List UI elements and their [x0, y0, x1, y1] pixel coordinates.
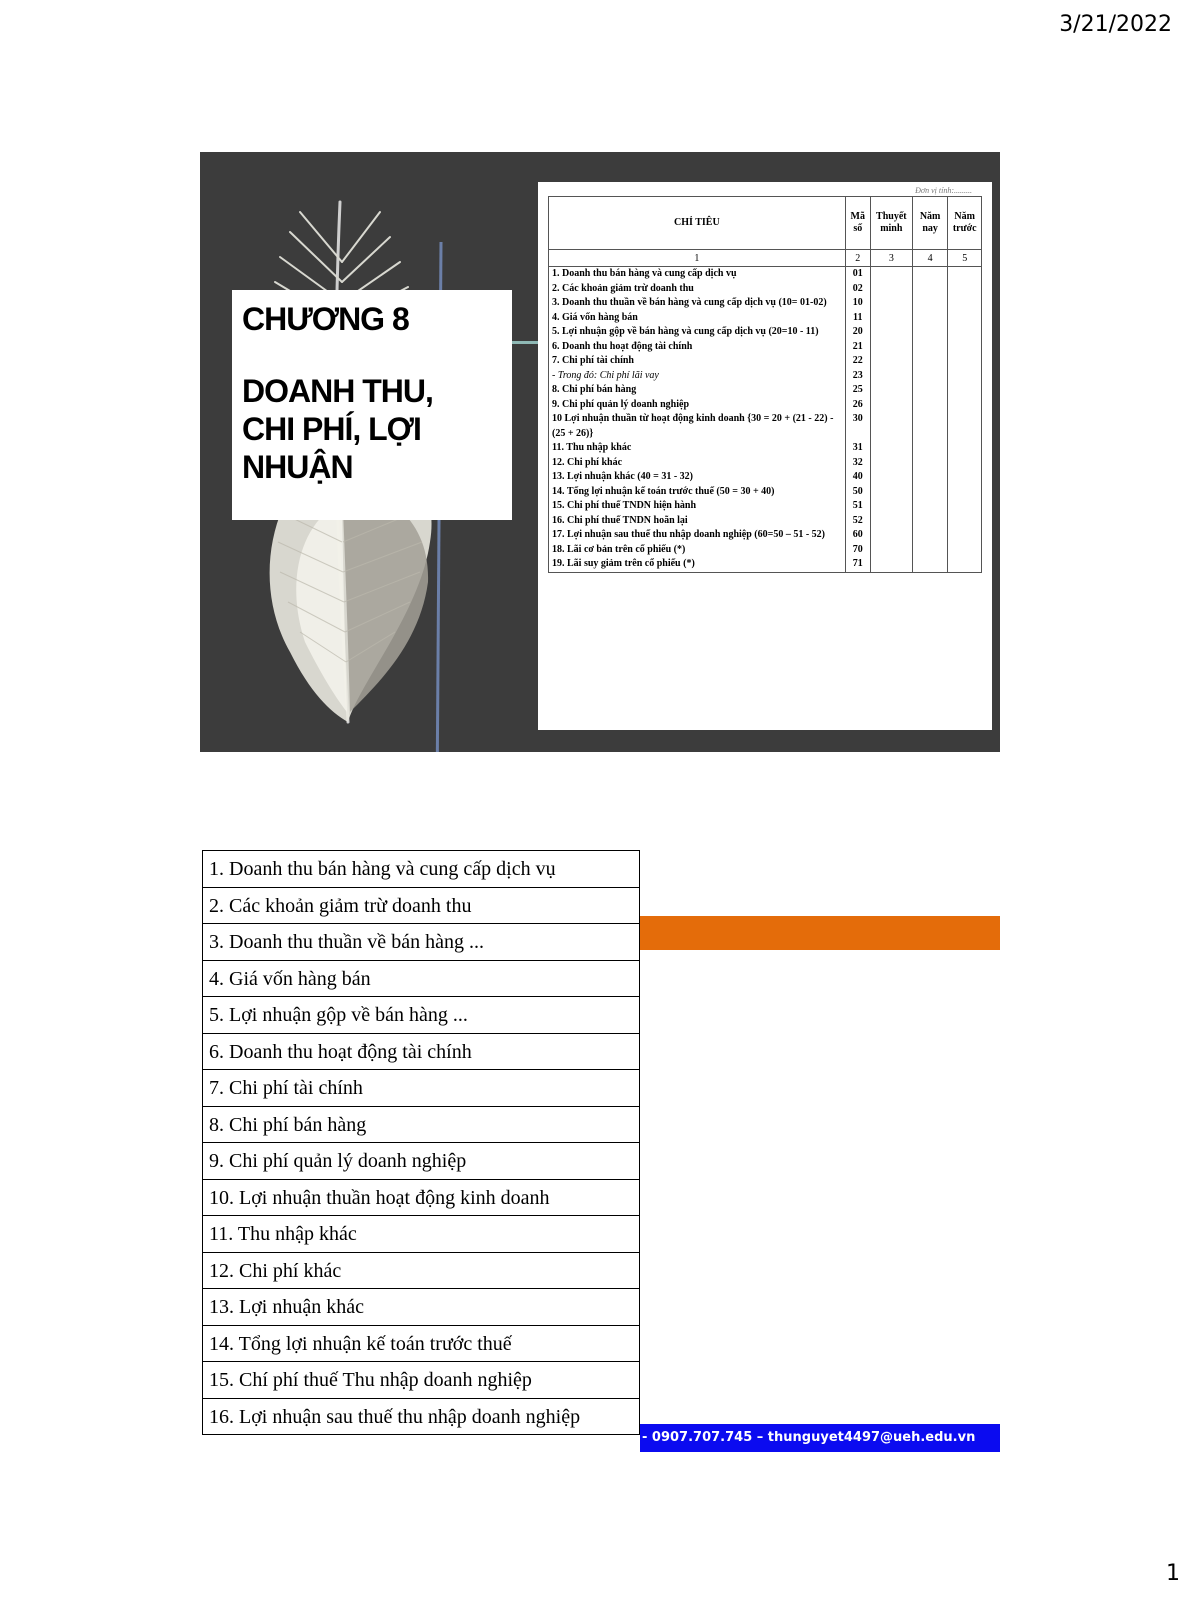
col-number: 5	[948, 250, 982, 267]
orange-accent-bar	[640, 916, 1000, 950]
row-label: 14. Tổng lợi nhuận kế toán trước thuế (50 = 30 + 40)	[549, 485, 846, 500]
empty-cell	[912, 456, 948, 471]
col-number: 2	[845, 250, 870, 267]
list-item: 3. Doanh thu thuần về bán hàng ...	[202, 923, 640, 961]
col-header: Năm trước	[948, 197, 982, 250]
list-item: 4. Giá vốn hàng bán	[202, 960, 640, 998]
list-item: 14. Tổng lợi nhuận kế toán trước thuế	[202, 1325, 640, 1363]
table-row	[549, 557, 982, 572]
empty-cell	[870, 456, 912, 471]
row-label: - Trong đó: Chi phí lãi vay	[549, 369, 846, 384]
empty-cell	[948, 296, 982, 311]
empty-cell	[948, 354, 982, 369]
row-label: 15. Chi phí thuế TNDN hiện hành	[549, 499, 846, 514]
empty-cell	[912, 354, 948, 369]
row-label: 17. Lợi nhuận sau thuế thu nhập doanh nghiệp (60=50 – 51 - 52)	[549, 528, 846, 543]
row-code: 11	[845, 311, 870, 326]
empty-cell	[870, 267, 912, 282]
row-code: 01	[845, 267, 870, 282]
empty-cell	[870, 311, 912, 326]
empty-cell	[948, 267, 982, 282]
col-number: 3	[870, 250, 912, 267]
row-label: 5. Lợi nhuận gộp về bán hàng và cung cấp dịch vụ (20=10 - 11)	[549, 325, 846, 340]
chapter-title-box	[232, 290, 512, 520]
empty-cell	[870, 485, 912, 500]
col-number: 1	[549, 250, 846, 267]
table-row	[549, 267, 982, 282]
print-date: 3/21/2022	[1059, 12, 1172, 37]
unit-note: Đơn vị tính:.........	[915, 186, 972, 195]
row-label: 12. Chi phí khác	[549, 456, 846, 471]
row-label: 6. Doanh thu hoạt động tài chính	[549, 340, 846, 355]
table-row	[549, 340, 982, 355]
empty-cell	[948, 282, 982, 297]
empty-cell	[912, 282, 948, 297]
row-code: 70	[845, 543, 870, 558]
row-code: 02	[845, 282, 870, 297]
empty-cell	[948, 325, 982, 340]
empty-cell	[870, 499, 912, 514]
list-item: 12. Chi phí khác	[202, 1252, 640, 1290]
row-label: 1. Doanh thu bán hàng và cung cấp dịch vụ	[549, 267, 846, 282]
row-code: 40	[845, 470, 870, 485]
empty-cell	[870, 325, 912, 340]
row-code: 23	[845, 369, 870, 384]
table-row	[549, 325, 982, 340]
empty-cell	[870, 557, 912, 572]
col-header: CHỈ TIÊU	[549, 197, 846, 250]
empty-cell	[912, 499, 948, 514]
income-statement-table	[538, 182, 992, 730]
empty-cell	[912, 383, 948, 398]
empty-cell	[870, 470, 912, 485]
row-label: 7. Chi phí tài chính	[549, 354, 846, 369]
empty-cell	[912, 325, 948, 340]
list-item: 10. Lợi nhuận thuần hoạt động kinh doanh	[202, 1179, 640, 1217]
row-label: 19. Lãi suy giảm trên cổ phiếu (*)	[549, 557, 846, 572]
table-row	[549, 354, 982, 369]
empty-cell	[948, 470, 982, 485]
connector-line	[512, 341, 540, 344]
empty-cell	[948, 412, 982, 441]
empty-cell	[870, 412, 912, 441]
empty-cell	[870, 354, 912, 369]
list-item: 13. Lợi nhuận khác	[202, 1288, 640, 1326]
table-row	[549, 528, 982, 543]
list-item: 6. Doanh thu hoạt động tài chính	[202, 1033, 640, 1071]
empty-cell	[948, 441, 982, 456]
table-row	[549, 441, 982, 456]
empty-cell	[948, 485, 982, 500]
slide-1	[200, 152, 1000, 752]
row-label: 13. Lợi nhuận khác (40 = 31 - 32)	[549, 470, 846, 485]
empty-cell	[870, 528, 912, 543]
table-row	[549, 282, 982, 297]
row-label: 10 Lợi nhuận thuần từ hoạt động kinh doanh {30 = 20 + (21 - 22) - (25 + 26)}	[549, 412, 846, 441]
table-row	[549, 398, 982, 413]
empty-cell	[912, 557, 948, 572]
empty-cell	[948, 528, 982, 543]
empty-cell	[948, 311, 982, 326]
list-item: 16. Lợi nhuận sau thuế thu nhập doanh nghiệp	[202, 1398, 640, 1436]
list-item: 15. Chí phí thuế Thu nhập doanh nghiệp	[202, 1361, 640, 1399]
empty-cell	[912, 340, 948, 355]
chapter-number: CHƯƠNG 8	[242, 301, 409, 337]
row-code: 22	[845, 354, 870, 369]
row-code: 10	[845, 296, 870, 311]
empty-cell	[912, 267, 948, 282]
row-code: 32	[845, 456, 870, 471]
table-row	[549, 470, 982, 485]
empty-cell	[948, 340, 982, 355]
col-header: Thuyết minh	[870, 197, 912, 250]
table-row	[549, 499, 982, 514]
empty-cell	[870, 441, 912, 456]
row-code: 26	[845, 398, 870, 413]
table-row	[549, 485, 982, 500]
row-label: 3. Doanh thu thuần về bán hàng và cung cấp dịch vụ (10= 01-02)	[549, 296, 846, 311]
chapter-title-line: DOANH THU,	[242, 373, 433, 409]
list-item: 9. Chi phí quản lý doanh nghiệp	[202, 1142, 640, 1180]
income-statement-grid	[548, 196, 982, 573]
table-row	[549, 514, 982, 529]
row-code: 50	[845, 485, 870, 500]
row-code: 30	[845, 412, 870, 441]
table-row	[549, 296, 982, 311]
empty-cell	[912, 441, 948, 456]
empty-cell	[912, 398, 948, 413]
row-code: 21	[845, 340, 870, 355]
row-label: 2. Các khoản giảm trừ doanh thu	[549, 282, 846, 297]
list-item: 2. Các khoản giảm trừ doanh thu	[202, 887, 640, 925]
page-number: 1	[1166, 1561, 1180, 1586]
empty-cell	[912, 412, 948, 441]
empty-cell	[948, 398, 982, 413]
empty-cell	[912, 296, 948, 311]
row-code: 25	[845, 383, 870, 398]
row-label: 9. Chi phí quản lý doanh nghiệp	[549, 398, 846, 413]
empty-cell	[870, 514, 912, 529]
list-item: 11. Thu nhập khác	[202, 1215, 640, 1253]
empty-cell	[948, 514, 982, 529]
col-header: Mã số	[845, 197, 870, 250]
empty-cell	[870, 282, 912, 297]
empty-cell	[870, 543, 912, 558]
income-items-list	[202, 850, 642, 1454]
chapter-title-line: CHI PHÍ, LỢI	[242, 411, 421, 447]
table-row	[549, 383, 982, 398]
row-label: 11. Thu nhập khác	[549, 441, 846, 456]
empty-cell	[948, 369, 982, 384]
empty-cell	[912, 470, 948, 485]
list-item: 1. Doanh thu bán hàng và cung cấp dịch vụ	[202, 850, 640, 888]
row-label: 18. Lãi cơ bản trên cổ phiếu (*)	[549, 543, 846, 558]
row-code: 20	[845, 325, 870, 340]
col-header: Năm nay	[912, 197, 948, 250]
empty-cell	[870, 369, 912, 384]
empty-cell	[912, 543, 948, 558]
empty-cell	[948, 543, 982, 558]
row-code: 51	[845, 499, 870, 514]
empty-cell	[870, 398, 912, 413]
empty-cell	[948, 456, 982, 471]
empty-cell	[870, 383, 912, 398]
contact-bar: - 0907.707.745 – thunguyet4497@ueh.edu.vn	[640, 1424, 1000, 1452]
empty-cell	[948, 557, 982, 572]
empty-cell	[870, 340, 912, 355]
empty-cell	[912, 514, 948, 529]
empty-cell	[870, 296, 912, 311]
row-label: 8. Chi phí bán hàng	[549, 383, 846, 398]
row-label: 4. Giá vốn hàng bán	[549, 311, 846, 326]
chapter-title-line: NHUẬN	[242, 449, 353, 485]
row-label: 16. Chi phí thuế TNDN hoãn lại	[549, 514, 846, 529]
table-row	[549, 311, 982, 326]
row-code: 31	[845, 441, 870, 456]
table-row	[549, 543, 982, 558]
table-row	[549, 369, 982, 384]
table-row	[549, 456, 982, 471]
empty-cell	[948, 383, 982, 398]
row-code: 71	[845, 557, 870, 572]
row-code: 52	[845, 514, 870, 529]
row-code: 60	[845, 528, 870, 543]
list-item: 5. Lợi nhuận gộp về bán hàng ...	[202, 996, 640, 1034]
empty-cell	[948, 499, 982, 514]
empty-cell	[912, 311, 948, 326]
col-number: 4	[912, 250, 948, 267]
empty-cell	[912, 485, 948, 500]
empty-cell	[912, 528, 948, 543]
list-item: 8. Chi phí bán hàng	[202, 1106, 640, 1144]
list-item: 7. Chi phí tài chính	[202, 1069, 640, 1107]
empty-cell	[912, 369, 948, 384]
table-row	[549, 412, 982, 441]
